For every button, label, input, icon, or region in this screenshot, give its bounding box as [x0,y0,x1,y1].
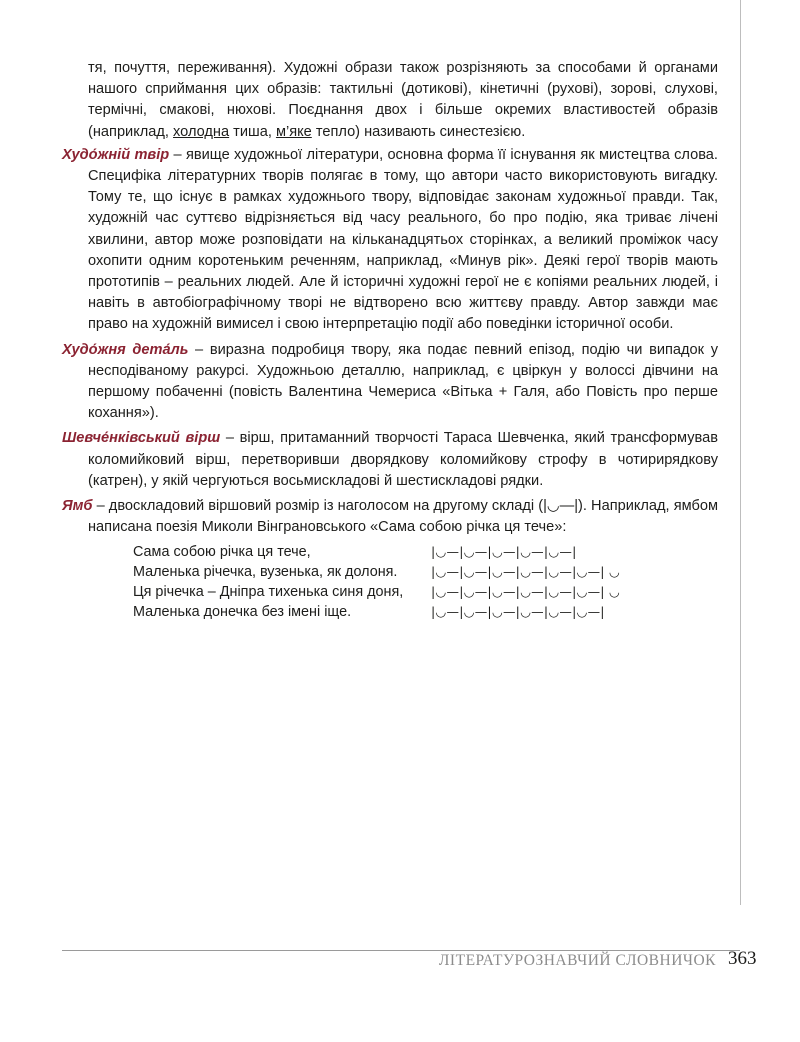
example-word-soft: м’яке [275,123,312,140]
meter-scheme: |◡—|◡—|◡—|◡—|◡—|◡—| [431,604,605,620]
poem-line-text: Ця річечка – Дніпра тихенька синя доня, [133,584,404,601]
footer-divider [62,950,740,951]
entry-iamb [62,496,718,538]
poem-line [133,602,718,622]
intro-paragraph [62,58,718,143]
poem-example [133,542,718,622]
meter-scheme: |◡—|◡—|◡—|◡—|◡—|◡—| ◡ [431,584,621,600]
intro-text-3: тепло) називають синестезією. [311,123,526,140]
intro-text-2: тиша, [229,123,276,140]
meter-scheme: |◡—|◡—|◡—|◡—|◡—| [431,544,577,560]
example-word-cold: холодна [173,123,230,140]
page-number: 363 [728,948,757,969]
entry-shevchenko-verse [62,428,718,492]
entry-definition: – явище художньої літератури, основна форма її існування як мистецтва слова. Специфіка літературних творів полягає в тому, що автори часто використовують вигадку. Тому те, що існує в рамках художнього твору, відповідає законам художньої правди. Так, художній час суттєво відрізняється від часу реального, бо про подію, яка триває лічені хвилини, автор може розповідати на кільканадцятьох сторінках, а великий проміжок часу охопити одним коротеньким реченням, наприклад, «Минув рік». Деякі герої творів мають прототипів – реальних людей. Але й історичні художні герої не є копіями реальних людей, і навіть в автобіографічному творі не відтворено всю життєву правду. Автор завжди має право на художній вимисел і свою інтерпретацію події або поведінки історичної особи. [88,146,718,333]
entry-artistic-detail [62,340,718,425]
poem-line [133,582,718,602]
entry-term: Ямб [62,498,93,515]
poem-line [133,542,718,562]
entry-definition: – двоскладовий віршовий розмір із наголосом на другому складі (|◡—|). Наприклад, ямбом написана поезія Миколи Вінграновського «Сама собою річка ця тече»: [88,498,718,536]
page-body [62,58,718,622]
entry-term: Шевче́нківський вірш [62,430,221,447]
intro-text-1: тя, почуття, переживання). Художні образи також розрізняють за способами й органами нашого сприймання цих образів: тактильні (дотикові), кінетичні (рухові), зорові, слухові, термічні, смакові, нюхові. Поєднання двох і більше окремих властивостей образів (наприклад, [88,60,718,140]
entry-term: Худо́жній твір [62,146,170,163]
poem-line-text: Сама собою річка ця тече, [133,544,311,561]
running-footer-title: ЛІТЕРАТУРОЗНАВЧИЙ СЛОВНИЧОК [438,952,716,969]
entry-term: Худо́жня дета́ль [62,341,189,358]
poem-line-text: Маленька річечка, вузенька, як долоня. [133,564,398,581]
meter-scheme: |◡—|◡—|◡—|◡—|◡—|◡—| ◡ [431,564,621,580]
entry-definition: – вірш, притаманний творчості Тараса Шевченка, який трансформував коломийковий вірш, перетворивши дворядкову коломийкову строфу в чотирирядкову (катрен), у якій чергуються восьмискладові й шестискладові рядки. [88,430,718,489]
margin-rule [740,0,741,905]
entry-definition: – виразна подробиця твору, яка подає певний епізод, подію чи випадок у несподіваному ракурсі. Художньою деталлю, наприклад, є цвіркун у волоссі дівчини на першому побаченні (повість Валентина Чемериса «Вітька + Галя, або Повість про перше кохання»). [88,341,718,422]
entry-artwork [62,145,718,336]
poem-line-text: Маленька донечка без імені іще. [133,604,352,621]
poem-line [133,562,718,582]
